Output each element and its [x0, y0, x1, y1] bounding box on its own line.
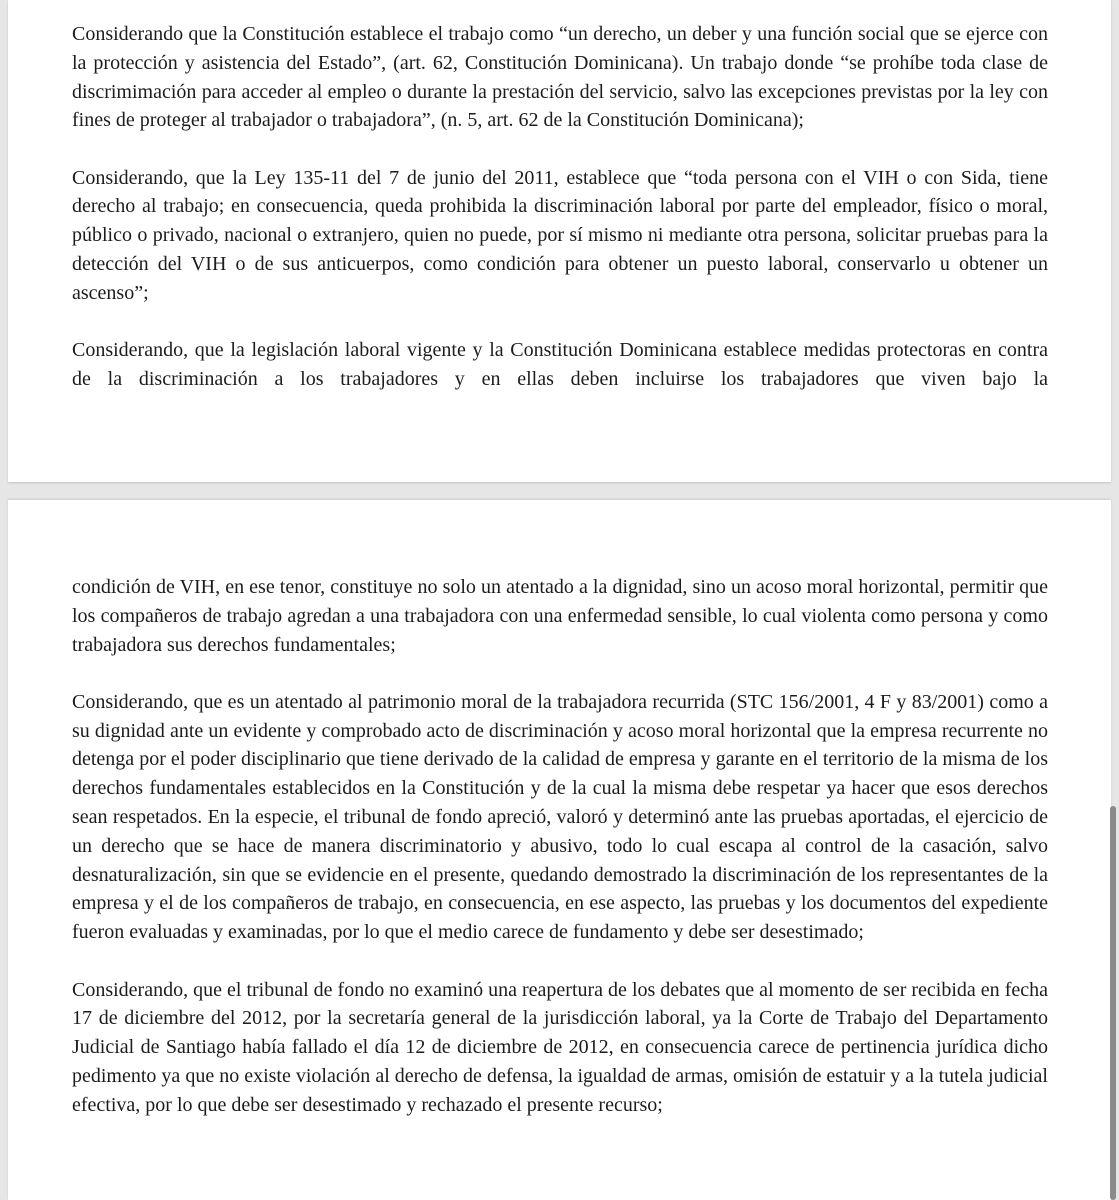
document-page-2	[8, 500, 1111, 1200]
paragraph-condicion-vih: condición de VIH, en ese tenor, constituye no solo un atentado a la dignidad, sino un acoso moral horizontal, permitir que los compañeros de trabajo agredan a una trabajadora con una enfermedad sensible, lo cual violenta como persona y como trabajadora sus derechos fundamentales;	[72, 576, 1048, 656]
paragraph-constitucion: Considerando que la Constitución establece el trabajo como “un derecho, un deber y una función social que se ejerce con la protección y asistencia del Estado”, (art. 62, Constitución Dominicana). Un trabajo donde “se prohíbe toda clase de discrimimación para acceder al empleo o durante la prestación del servicio, salvo las excepciones previstas por la ley con fines de proteger al trabajador o trabajadora”, (n. 5, art. 62 de la Constitución Dominicana);	[72, 23, 1048, 132]
page-2-content	[72, 573, 1048, 1148]
page-1-content	[72, 20, 1048, 422]
paragraph-patrimonio-moral: Considerando, que es un atentado al patrimonio moral de la trabajadora recurrida (STC 156/2001, 4 F y 83/2001) como a su dignidad ante un evidente y comprobado acto de discriminación y acoso moral horizontal que la empresa recurrente no detenga por el poder disciplinario que tiene derivado de la calidad de empresa y garante en el territorio de la misma de los derechos fundamentales establecidos en la Constitución y de la cual la misma debe respetar ya hacer que esos derechos sean respetados. En la especie, el tribunal de fondo apreció, valoró y determinó ante las pruebas aportadas, el ejercicio de un derecho que se hace de manera discriminatorio y abusivo, todo lo cual escapa al control de la casación, salvo desnaturalización, sin que se evidencie en el presente, quedando demostrado la discriminación de los representantes de la empresa y el de los compañeros de trabajo, en consecuencia, en ese aspecto, las pruebas y los documentos del expediente fueron evaluadas y examinadas, por lo que el medio carece de fundamento y debe ser desestimado;	[72, 690, 1048, 944]
paragraph-ley-135-11: Considerando, que la Ley 135-11 del 7 de junio del 2011, establece que “toda persona con el VIH o con Sida, tiene derecho al trabajo; en consecuencia, queda prohibida la discriminación laboral por parte del empleador, físico o moral, público o privado, nacional o extranjero, quien no puede, por sí mismo ni mediante otra persona, solicitar pruebas para la detección del VIH o de sus anticuerpos, como condición para obtener un puesto laboral, conservarlo u obtener un ascenso”;	[72, 166, 1048, 304]
paragraph-legislacion-laboral: Considerando, que la legislación laboral vigente y la Constitución Dominicana establece medidas protectoras en contra de la discriminación a los trabajadores y en ellas deben incluirse los trabajadores que viven bajo la	[72, 339, 1048, 390]
vertical-scrollbar[interactable]	[1110, 806, 1116, 1200]
document-page-1	[8, 0, 1111, 482]
paragraph-reapertura-debates: Considerando, que el tribunal de fondo no examinó una reapertura de los debates que al momento de ser recibida en fecha 17 de diciembre del 2012, por la secretaría general de la jurisdicción laboral, ya la Corte de Trabajo del Departamento Judicial de Santiago había fallado el día 12 de diciembre de 2012, en consecuencia carece de pertinencia jurídica dicho pedimento ya que no existe violación al derecho de defensa, la igualdad de armas, omisión de estatuir y a la tutela judicial efectiva, por lo que debe ser desestimado y rechazado el presente recurso;	[72, 978, 1048, 1116]
